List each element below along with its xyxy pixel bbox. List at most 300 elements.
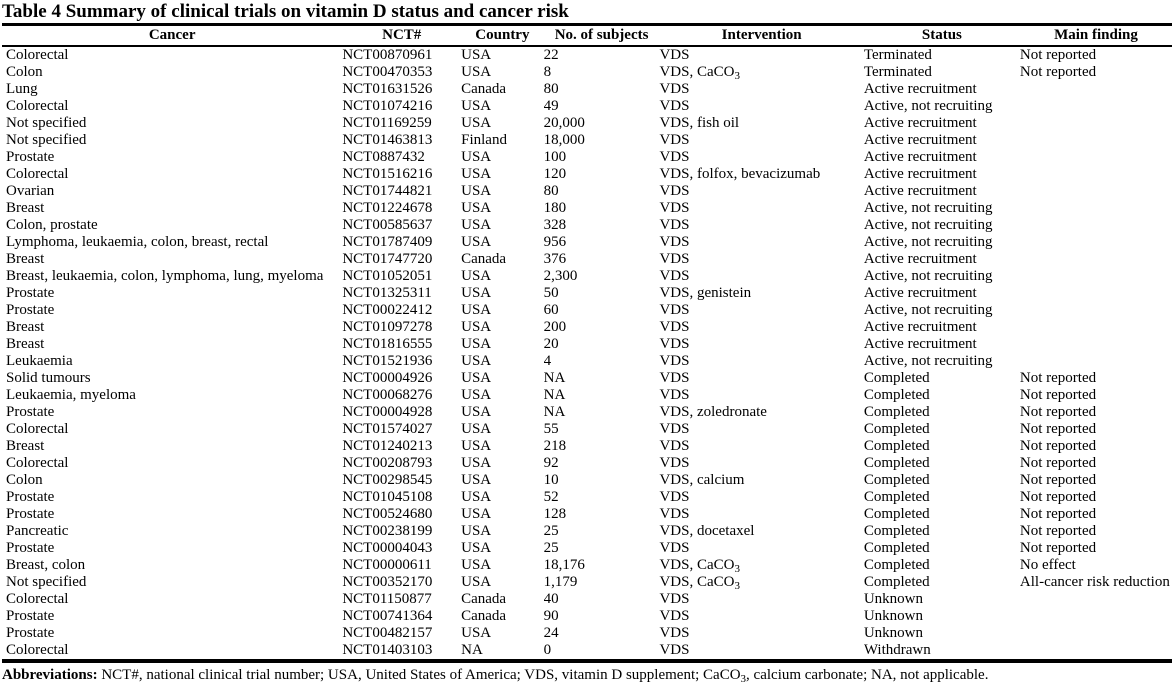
cell-country: NA — [461, 642, 483, 658]
cell-intervention: VDS, fish oil — [659, 115, 740, 131]
cell-finding — [1020, 132, 1172, 149]
col-header-cancer: Cancer — [148, 27, 196, 43]
table-row — [2, 370, 1172, 387]
table-row — [2, 625, 1172, 642]
cell-finding: Not reported — [1019, 64, 1097, 80]
cell-nct: NCT01631526 — [342, 81, 433, 97]
cell-finding: All-cancer risk reduction — [1019, 574, 1170, 590]
cell-intervention: VDS — [659, 47, 690, 63]
cell-status: Active, not recruiting — [863, 302, 993, 318]
cell-cancer: Colorectal — [6, 591, 69, 607]
cell-cancer: Pancreatic — [6, 523, 69, 539]
cell-status: Withdrawn — [863, 642, 931, 658]
cell-finding: Not reported — [1019, 47, 1097, 63]
table-row — [2, 523, 1172, 540]
cell-cancer: Breast, leukaemia, colon, lymphoma, lung, myeloma — [6, 268, 324, 284]
cell-country: USA — [461, 574, 492, 590]
cell-status: Active recruitment — [863, 149, 977, 165]
cell-finding — [1020, 608, 1172, 625]
table-row — [2, 472, 1172, 489]
cell-nct: NCT01169259 — [342, 115, 432, 131]
cell-intervention: VDS, docetaxel — [659, 523, 755, 539]
cell-nct: NCT0887432 — [342, 149, 425, 165]
table-row — [2, 319, 1172, 336]
cell-finding: Not reported — [1019, 489, 1097, 505]
table-row — [2, 336, 1172, 353]
cell-status: Completed — [863, 523, 930, 539]
cell-intervention: VDS — [659, 336, 690, 352]
cell-nct: NCT01747720 — [342, 251, 433, 267]
cell-intervention: VDS — [659, 132, 690, 148]
cell-cancer: Colorectal — [6, 455, 69, 471]
cell-country: USA — [461, 472, 492, 488]
cell-cancer: Prostate — [6, 285, 55, 301]
cell-cancer: Colon — [6, 64, 43, 80]
cell-finding: Not reported — [1019, 421, 1097, 437]
table-row — [2, 46, 1172, 64]
cell-nct: NCT00482157 — [342, 625, 433, 641]
cell-cancer: Colon — [6, 472, 43, 488]
cell-country: USA — [461, 455, 492, 471]
cell-status: Active, not recruiting — [863, 268, 993, 284]
col-header-nct: NCT# — [382, 27, 422, 43]
cell-finding — [1020, 302, 1172, 319]
cell-intervention: VDS — [659, 540, 690, 556]
cell-status: Active recruitment — [863, 251, 977, 267]
cell-cancer: Not specified — [6, 132, 87, 148]
cell-cancer: Leukaemia, myeloma — [6, 387, 136, 403]
table-row — [2, 115, 1172, 132]
cell-finding: Not reported — [1019, 472, 1097, 488]
col-header-intervention: Intervention — [721, 27, 802, 43]
cell-subjects: 4 — [543, 353, 552, 369]
cell-cancer: Colorectal — [6, 166, 69, 182]
cell-country: USA — [461, 98, 492, 114]
cell-cancer: Breast, colon — [6, 557, 86, 573]
table-row — [2, 540, 1172, 557]
cell-country: USA — [461, 421, 492, 437]
cell-status: Completed — [863, 404, 930, 420]
cell-finding — [1020, 336, 1172, 353]
cell-finding — [1020, 98, 1172, 115]
col-header-country: Country — [475, 27, 530, 43]
cell-nct: NCT00352170 — [342, 574, 433, 590]
cell-country: USA — [461, 438, 492, 454]
table-row — [2, 200, 1172, 217]
cell-country: Canada — [461, 251, 507, 267]
cell-status: Completed — [863, 387, 930, 403]
cell-nct: NCT01816555 — [342, 336, 433, 352]
cell-subjects: 80 — [543, 183, 559, 199]
cell-finding — [1020, 251, 1172, 268]
cell-finding: Not reported — [1019, 540, 1097, 556]
cell-intervention: VDS — [659, 642, 690, 658]
cell-nct: NCT00208793 — [342, 455, 433, 471]
cell-intervention: VDS, zoledronate — [659, 404, 767, 420]
cell-intervention: VDS — [659, 149, 690, 165]
cell-nct: NCT01744821 — [342, 183, 433, 199]
cell-finding: Not reported — [1019, 404, 1097, 420]
cell-nct: NCT01787409 — [342, 234, 433, 250]
col-header-status: Status — [921, 27, 962, 43]
cell-status: Unknown — [863, 625, 924, 641]
cell-subjects: 20 — [543, 336, 559, 352]
cell-subjects: 80 — [543, 81, 559, 97]
abbreviations-note — [2, 666, 1172, 684]
table-title: Table 4 Summary of clinical trials on vitamin D status and cancer risk — [2, 1, 569, 22]
cell-cancer: Colorectal — [6, 421, 69, 437]
cell-cancer: Lung — [6, 81, 38, 97]
cell-subjects: 24 — [543, 625, 559, 641]
cell-finding — [1020, 200, 1172, 217]
cell-finding — [1020, 642, 1172, 661]
cell-intervention: VDS — [659, 370, 690, 386]
table-row — [2, 302, 1172, 319]
cell-country: Canada — [461, 591, 507, 607]
cell-status: Completed — [863, 472, 930, 488]
table-row — [2, 353, 1172, 370]
cell-nct: NCT01224678 — [342, 200, 433, 216]
cell-nct: NCT01403103 — [342, 642, 433, 658]
cell-finding — [1020, 234, 1172, 251]
cell-status: Active, not recruiting — [863, 353, 993, 369]
cell-subjects: 20,000 — [543, 115, 585, 131]
cell-finding — [1020, 217, 1172, 234]
cell-subjects: 22 — [543, 47, 559, 63]
cell-country: USA — [461, 353, 492, 369]
cell-subjects: NA — [543, 370, 566, 386]
cell-cancer: Prostate — [6, 404, 55, 420]
cell-status: Completed — [863, 421, 930, 437]
cell-intervention: VDS, CaCO$_3$ — [659, 557, 740, 574]
cell-subjects: 8 — [543, 64, 552, 80]
cell-subjects: 90 — [543, 608, 559, 624]
header-row — [2, 25, 1172, 47]
cell-cancer: Prostate — [6, 506, 55, 522]
cell-subjects: 92 — [543, 455, 559, 471]
cell-status: Active, not recruiting — [863, 217, 993, 233]
cell-status: Completed — [863, 455, 930, 471]
table-row — [2, 387, 1172, 404]
cell-finding — [1020, 81, 1172, 98]
cell-nct: NCT00585637 — [342, 217, 433, 233]
table-row — [2, 438, 1172, 455]
cell-subjects: 60 — [543, 302, 559, 318]
cell-nct: NCT01463813 — [342, 132, 433, 148]
cell-subjects: 120 — [543, 166, 567, 182]
cell-status: Completed — [863, 574, 930, 590]
cell-status: Active recruitment — [863, 132, 977, 148]
cell-country: USA — [461, 336, 492, 352]
cell-nct: NCT00298545 — [342, 472, 433, 488]
cell-intervention: VDS — [659, 608, 690, 624]
cell-country: USA — [461, 200, 492, 216]
cell-country: Canada — [461, 81, 507, 97]
cell-nct: NCT00741364 — [342, 608, 433, 624]
table-row — [2, 81, 1172, 98]
cell-status: Active, not recruiting — [863, 234, 993, 250]
cell-subjects: 10 — [543, 472, 559, 488]
cell-intervention: VDS — [659, 234, 690, 250]
cell-status: Completed — [863, 506, 930, 522]
table-row — [2, 506, 1172, 523]
cell-cancer: Not specified — [6, 574, 87, 590]
cell-nct: NCT01325311 — [342, 285, 432, 301]
cell-intervention: VDS, CaCO$_3$ — [659, 64, 740, 81]
cell-cancer: Prostate — [6, 149, 55, 165]
cell-cancer: Colorectal — [6, 642, 69, 658]
table-row — [2, 574, 1172, 591]
cell-nct: NCT01240213 — [342, 438, 433, 454]
cell-finding: Not reported — [1019, 370, 1097, 386]
cell-subjects: 180 — [543, 200, 567, 216]
cell-subjects: 25 — [543, 540, 559, 556]
cell-status: Completed — [863, 438, 930, 454]
cell-nct: NCT01074216 — [342, 98, 433, 114]
cell-nct: NCT00004926 — [342, 370, 433, 386]
cell-nct: NCT00470353 — [342, 64, 433, 80]
cell-intervention: VDS — [659, 353, 690, 369]
cell-country: USA — [461, 404, 492, 420]
cell-intervention: VDS — [659, 455, 690, 471]
cell-status: Terminated — [863, 64, 932, 80]
cell-nct: NCT01150877 — [342, 591, 432, 607]
cell-subjects: 218 — [543, 438, 567, 454]
cell-finding — [1020, 268, 1172, 285]
table-row — [2, 285, 1172, 302]
cell-country: USA — [461, 268, 492, 284]
cell-finding — [1020, 625, 1172, 642]
cell-status: Completed — [863, 540, 930, 556]
col-header-finding: Main finding — [1054, 27, 1138, 43]
table-row — [2, 455, 1172, 472]
cell-country: USA — [461, 302, 492, 318]
cell-nct: NCT01521936 — [342, 353, 433, 369]
cell-intervention: VDS, calcium — [659, 472, 745, 488]
cell-finding — [1020, 115, 1172, 132]
cell-status: Active recruitment — [863, 336, 977, 352]
cell-subjects: 49 — [543, 98, 559, 114]
table-row — [2, 132, 1172, 149]
cell-subjects: 50 — [543, 285, 559, 301]
cell-intervention: VDS — [659, 506, 690, 522]
cell-cancer: Prostate — [6, 608, 55, 624]
cell-nct: NCT01516216 — [342, 166, 433, 182]
cell-country: USA — [461, 183, 492, 199]
cell-subjects: 200 — [543, 319, 567, 335]
clinical-trials-table — [2, 23, 1172, 663]
cell-country: USA — [461, 370, 492, 386]
cell-subjects: 128 — [543, 506, 567, 522]
cell-cancer: Ovarian — [6, 183, 55, 199]
cell-cancer: Breast — [6, 200, 45, 216]
cell-intervention: VDS — [659, 98, 690, 114]
cell-nct: NCT01574027 — [342, 421, 433, 437]
cell-status: Completed — [863, 370, 930, 386]
table-row — [2, 217, 1172, 234]
paper-table-page — [0, 1, 1174, 684]
cell-cancer: Prostate — [6, 540, 55, 556]
table-row — [2, 183, 1172, 200]
cell-finding — [1020, 149, 1172, 166]
cell-status: Active recruitment — [863, 285, 977, 301]
cell-intervention: VDS — [659, 217, 690, 233]
cell-subjects: 100 — [543, 149, 567, 165]
table-row — [2, 557, 1172, 574]
cell-subjects: 18,176 — [543, 557, 585, 573]
cell-country: USA — [461, 625, 492, 641]
cell-finding — [1020, 285, 1172, 302]
abbreviations-text: NCT#, national clinical trial number; USA, United States of America; VDS, vitamin D supplement; CaCO$_3$, calcium carbonate; NA, not applicable. — [97, 667, 989, 685]
cell-country: USA — [461, 285, 492, 301]
cell-intervention: VDS — [659, 387, 690, 403]
cell-cancer: Prostate — [6, 302, 55, 318]
cell-finding: No effect — [1019, 557, 1076, 573]
cell-status: Unknown — [863, 591, 924, 607]
cell-nct: NCT01045108 — [342, 489, 433, 505]
cell-country: USA — [461, 64, 492, 80]
cell-country: USA — [461, 489, 492, 505]
table-header — [2, 25, 1172, 47]
cell-nct: NCT00004043 — [342, 540, 433, 556]
cell-status: Active, not recruiting — [863, 98, 993, 114]
cell-intervention: VDS — [659, 183, 690, 199]
cell-finding — [1020, 319, 1172, 336]
cell-status: Completed — [863, 557, 930, 573]
table-row — [2, 591, 1172, 608]
table-row — [2, 149, 1172, 166]
cell-cancer: Leukaemia — [6, 353, 73, 369]
cell-status: Terminated — [863, 47, 932, 63]
cell-subjects: NA — [543, 387, 566, 403]
cell-status: Active, not recruiting — [863, 200, 993, 216]
cell-cancer: Prostate — [6, 489, 55, 505]
cell-country: Canada — [461, 608, 507, 624]
cell-status: Unknown — [863, 608, 924, 624]
abbreviations-label: Abbreviations: — [2, 667, 98, 683]
cell-status: Active recruitment — [863, 319, 977, 335]
cell-nct: NCT00022412 — [342, 302, 433, 318]
cell-nct: NCT00238199 — [342, 523, 433, 539]
cell-subjects: 25 — [543, 523, 559, 539]
cell-finding: Not reported — [1019, 387, 1097, 403]
cell-intervention: VDS — [659, 302, 690, 318]
cell-country: USA — [461, 166, 492, 182]
cell-intervention: VDS — [659, 319, 690, 335]
cell-subjects: 2,300 — [543, 268, 578, 284]
table-row — [2, 489, 1172, 506]
cell-subjects: 376 — [543, 251, 567, 267]
cell-intervention: VDS, CaCO$_3$ — [659, 574, 740, 591]
cell-country: USA — [461, 387, 492, 403]
cell-cancer: Breast — [6, 319, 45, 335]
cell-intervention: VDS, genistein — [659, 285, 752, 301]
cell-status: Active recruitment — [863, 166, 977, 182]
col-header-subjects: No. of subjects — [554, 27, 649, 43]
cell-country: USA — [461, 506, 492, 522]
cell-finding — [1020, 183, 1172, 200]
table-row — [2, 268, 1172, 285]
cell-status: Active recruitment — [863, 183, 977, 199]
cell-nct: NCT00004928 — [342, 404, 433, 420]
cell-subjects: 55 — [543, 421, 559, 437]
cell-cancer: Breast — [6, 336, 45, 352]
cell-country: USA — [461, 47, 492, 63]
cell-subjects: 40 — [543, 591, 559, 607]
cell-nct: NCT00524680 — [342, 506, 433, 522]
cell-nct: NCT00870961 — [342, 47, 433, 63]
cell-cancer: Prostate — [6, 625, 55, 641]
cell-finding — [1020, 353, 1172, 370]
table-row — [2, 421, 1172, 438]
table-row — [2, 234, 1172, 251]
cell-country: USA — [461, 319, 492, 335]
cell-country: USA — [461, 523, 492, 539]
table-row — [2, 404, 1172, 421]
cell-status: Active recruitment — [863, 81, 977, 97]
table-row — [2, 642, 1172, 661]
cell-finding — [1020, 591, 1172, 608]
cell-country: USA — [461, 234, 492, 250]
cell-cancer: Lymphoma, leukaemia, colon, breast, rectal — [6, 234, 269, 250]
cell-intervention: VDS — [659, 489, 690, 505]
cell-status: Completed — [863, 489, 930, 505]
cell-finding: Not reported — [1019, 506, 1097, 522]
cell-country: USA — [461, 557, 492, 573]
cell-intervention: VDS — [659, 438, 690, 454]
table-row — [2, 166, 1172, 183]
table-row — [2, 251, 1172, 268]
cell-cancer: Breast — [6, 438, 45, 454]
cell-intervention: VDS — [659, 268, 690, 284]
table-row — [2, 64, 1172, 81]
cell-intervention: VDS — [659, 200, 690, 216]
cell-country: Finland — [461, 132, 507, 148]
cell-intervention: VDS — [659, 81, 690, 97]
cell-subjects: 328 — [543, 217, 567, 233]
cell-country: USA — [461, 149, 492, 165]
cell-cancer: Colorectal — [6, 98, 69, 114]
cell-subjects: NA — [543, 404, 566, 420]
cell-cancer: Breast — [6, 251, 45, 267]
cell-finding: Not reported — [1019, 438, 1097, 454]
cell-intervention: VDS — [659, 625, 690, 641]
cell-nct: NCT00000611 — [342, 557, 432, 573]
table-body — [2, 46, 1172, 661]
cell-nct: NCT00068276 — [342, 387, 433, 403]
cell-country: USA — [461, 115, 492, 131]
cell-cancer: Not specified — [6, 115, 87, 131]
cell-finding — [1020, 166, 1172, 183]
cell-cancer: Colon, prostate — [6, 217, 98, 233]
cell-intervention: VDS — [659, 251, 690, 267]
cell-country: USA — [461, 540, 492, 556]
cell-finding: Not reported — [1019, 523, 1097, 539]
cell-status: Active recruitment — [863, 115, 977, 131]
cell-cancer: Solid tumours — [6, 370, 91, 386]
cell-subjects: 1,179 — [543, 574, 578, 590]
cell-nct: NCT01097278 — [342, 319, 433, 335]
cell-subjects: 52 — [543, 489, 559, 505]
table-row — [2, 98, 1172, 115]
table-row — [2, 608, 1172, 625]
cell-intervention: VDS — [659, 591, 690, 607]
cell-intervention: VDS, folfox, bevacizumab — [659, 166, 821, 182]
cell-subjects: 18,000 — [543, 132, 585, 148]
cell-nct: NCT01052051 — [342, 268, 433, 284]
cell-subjects: 956 — [543, 234, 567, 250]
cell-finding: Not reported — [1019, 455, 1097, 471]
